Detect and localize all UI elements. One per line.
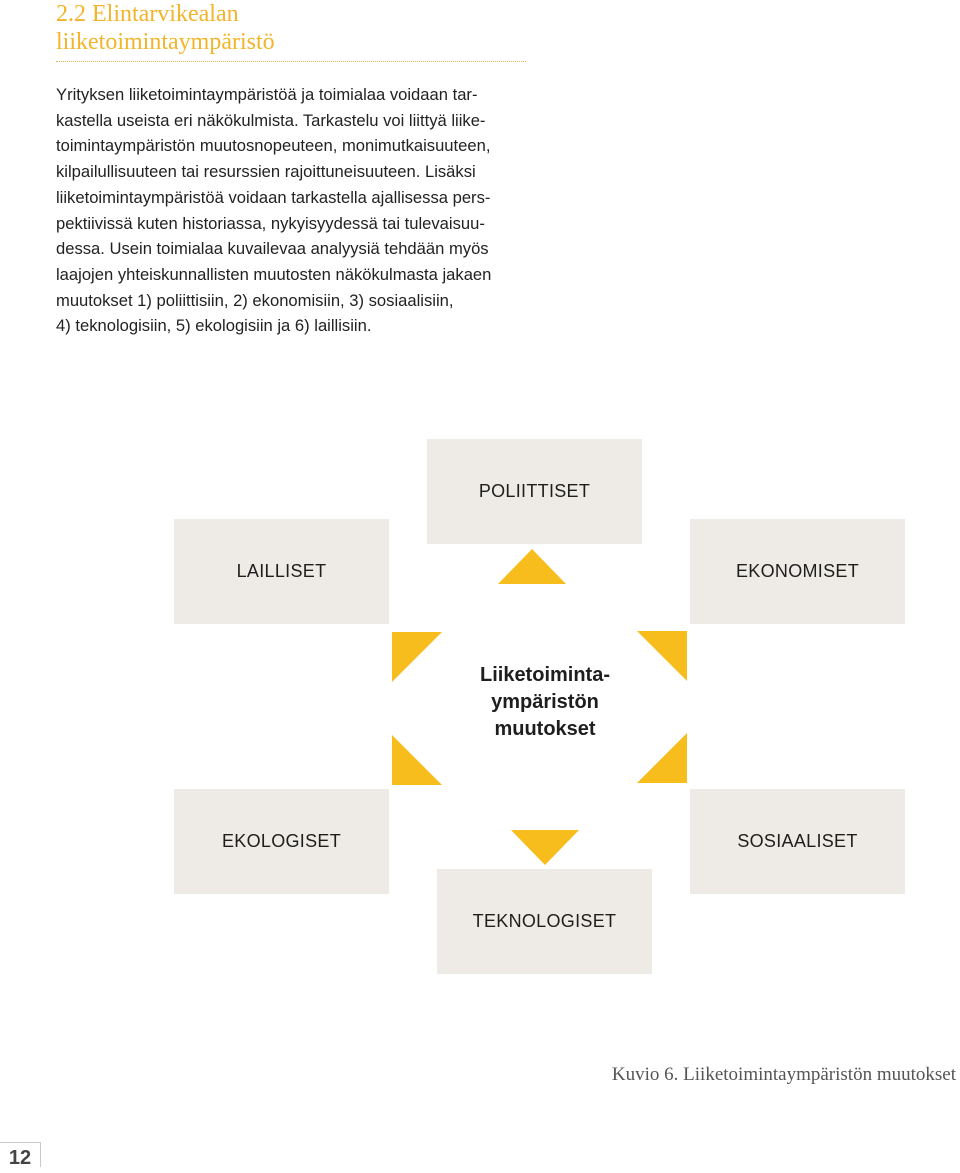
box-economic-label: EKONOMISET xyxy=(735,561,859,581)
box-social xyxy=(690,789,905,894)
body-line: muutokset 1) poliittisiin, 2) ekonomisiin, 3) sosiaalisiin, xyxy=(56,290,454,310)
body-line: pektiivissä kuten historiassa, nykyisyydessä tai tulevaisuu- xyxy=(56,213,485,233)
page-number: 12 xyxy=(0,1142,41,1167)
box-ecological-label: EKOLOGISET xyxy=(221,831,342,851)
box-political xyxy=(427,439,642,544)
body-line: dessa. Usein toimialaa kuvailevaa analyysiä tehdään myös xyxy=(56,239,489,259)
body-line: kastella useista eri näkökulmista. Tarkastelu voi liittyä liike- xyxy=(56,110,486,130)
body-line: liiketoimintaympäristöä voidaan tarkastella ajallisessa pers- xyxy=(56,187,491,207)
box-social-label: SOSIAALISET xyxy=(737,831,858,851)
box-legal xyxy=(174,519,389,624)
box-technological-label: TEKNOLOGISET xyxy=(472,911,617,931)
diagram-center-label xyxy=(430,662,660,743)
body-line: kilpailullisuuteen tai resurssien rajoittuneisuuteen. Lisäksi xyxy=(56,162,476,182)
box-technological xyxy=(437,869,652,974)
box-economic xyxy=(690,519,905,624)
arrow-down-icon xyxy=(511,830,579,865)
figure-caption: Kuvio 6. Liiketoimintaympäristön muutokset xyxy=(611,1064,956,1085)
center-line: Liiketoiminta- xyxy=(479,664,610,686)
center-line: ympäristön xyxy=(491,691,599,713)
box-ecological xyxy=(174,789,389,894)
body-line: Yrityksen liiketoimintaympäristöä ja toimialaa voidaan tar- xyxy=(56,85,478,104)
body-line: toimintaympäristön muutosnopeuteen, monimutkaisuuteen, xyxy=(56,136,491,156)
body-line: 4) teknologisiin, 5) ekologisiin ja 6) laillisiin. xyxy=(56,316,372,336)
body-line: laajojen yhteiskunnallisten muutosten näkökulmasta jakaen xyxy=(56,264,492,284)
section-heading-line-2: liiketoimintaympäristö xyxy=(56,29,275,55)
section-heading-line-1: 2.2 Elintarvikealan xyxy=(56,1,239,27)
center-line: muutokset xyxy=(494,718,596,740)
arrow-up-icon xyxy=(498,549,566,584)
box-legal-label: LAILLISET xyxy=(236,561,327,581)
box-political-label: POLIITTISET xyxy=(478,481,591,501)
